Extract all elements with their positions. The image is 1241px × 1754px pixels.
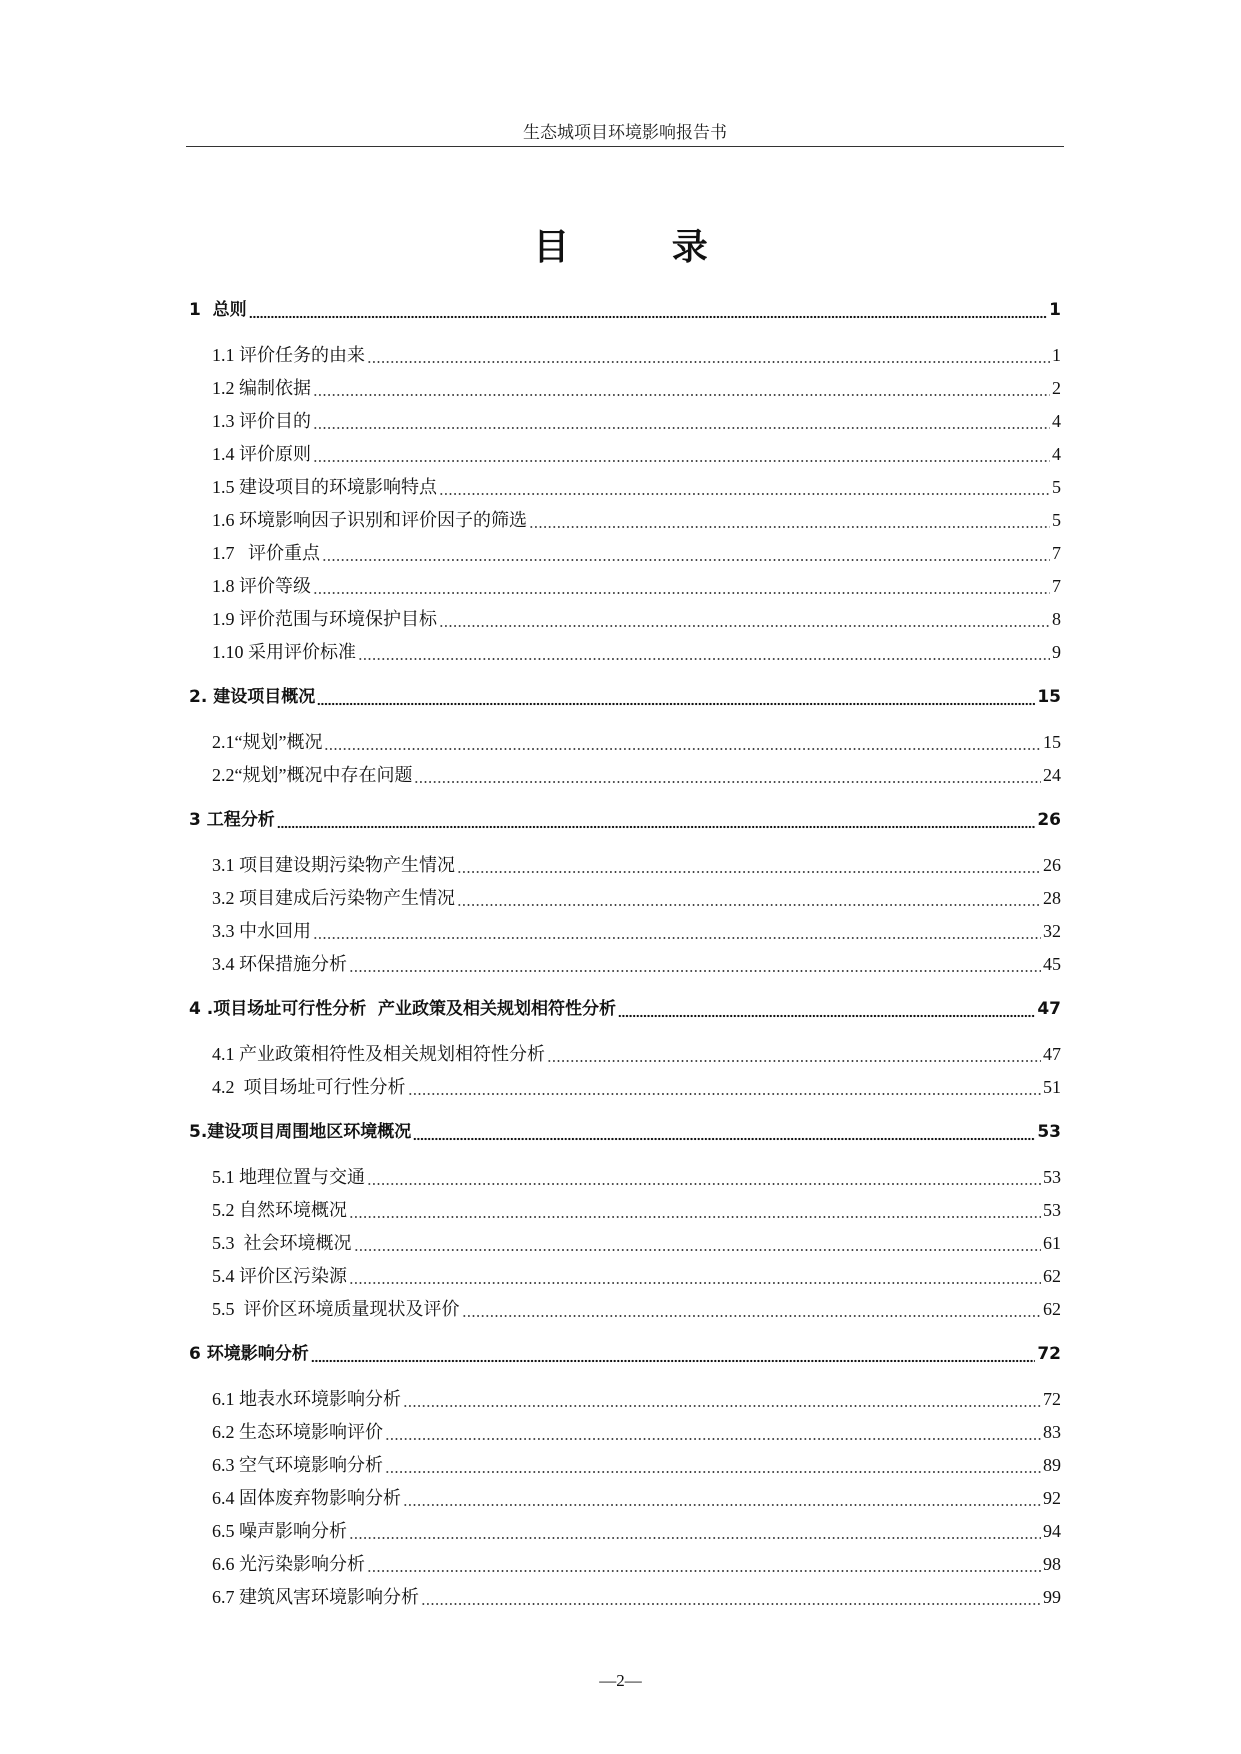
page-number: 2 [1052, 378, 1061, 398]
dot-leader [324, 726, 1041, 759]
toc-entry-title: 3.3 中水回用 [212, 921, 311, 941]
page-number: 15 [1037, 687, 1061, 707]
toc-entry-title: 6.6 光污染影响分析 [212, 1554, 365, 1574]
toc-entry-row [189, 882, 1061, 915]
toc-entry-row [189, 339, 1061, 372]
page-number: 47 [1037, 999, 1061, 1019]
page-number: 5 [1052, 510, 1061, 530]
toc-entry-row [189, 1194, 1061, 1227]
dot-leader [354, 1227, 1042, 1260]
toc-entry-row [189, 948, 1061, 981]
toc-entry-title: 3.1 项目建设期污染物产生情况 [212, 855, 455, 875]
toc-entry-title: 1.6 环境影响因子识别和评价因子的筛选 [212, 510, 527, 530]
toc-entry-row [189, 471, 1061, 504]
page-number: 8 [1052, 609, 1061, 629]
toc-entry-row [189, 372, 1061, 405]
toc-chapter-row [189, 1338, 1061, 1371]
dot-leader [313, 570, 1050, 603]
page-number: 47 [1043, 1044, 1061, 1064]
toc-entry-title: 5.2 自然环境概况 [212, 1200, 347, 1220]
running-header: 生态城项目环境影响报告书 [186, 120, 1064, 147]
dot-leader [322, 537, 1050, 570]
toc-entry-title: 1.9 评价范围与环境保护目标 [212, 609, 437, 629]
dot-leader [457, 882, 1041, 915]
toc-entry-title: 2.1“规划”概况 [212, 732, 323, 752]
toc-entry-row [189, 636, 1061, 669]
dot-leader [413, 1116, 1035, 1149]
toc-chapter-row [189, 993, 1061, 1026]
page-number: 9 [1052, 642, 1061, 662]
dot-leader [367, 1161, 1041, 1194]
toc-entry-row [189, 504, 1061, 537]
dot-leader [317, 681, 1035, 714]
dot-leader [385, 1416, 1041, 1449]
page-number: 5 [1052, 477, 1061, 497]
page-number: 7 [1052, 543, 1061, 563]
dot-leader [457, 849, 1041, 882]
dot-leader [618, 993, 1035, 1026]
toc-entry-title: 6.3 空气环境影响分析 [212, 1455, 383, 1475]
page-number: 72 [1043, 1389, 1061, 1409]
page-number: 99 [1043, 1587, 1061, 1607]
dot-leader [313, 405, 1050, 438]
dot-leader [313, 438, 1050, 471]
toc-entry-title: 6.5 噪声影响分析 [212, 1521, 347, 1541]
toc-entry-title: 6.2 生态环境影响评价 [212, 1422, 383, 1442]
toc-entry-row [189, 438, 1061, 471]
page-number: 24 [1043, 765, 1061, 785]
dot-leader [349, 1515, 1041, 1548]
toc-entry-title: 6.4 固体废弃物影响分析 [212, 1488, 401, 1508]
page-number-footer: —2— [599, 1671, 642, 1690]
toc-chapter-title: 6 环境影响分析 [189, 1344, 309, 1364]
toc-entry-title: 1.7 评价重点 [212, 543, 320, 563]
toc-entry-title: 5.5 评价区环境质量现状及评价 [212, 1299, 460, 1319]
page-number: 89 [1043, 1455, 1061, 1475]
toc-entry-row [189, 405, 1061, 438]
page-number: 4 [1052, 444, 1061, 464]
toc-entry-row [189, 915, 1061, 948]
toc-entry-title: 1.3 评价目的 [212, 411, 311, 431]
toc-entry-title: 2.2“规划”概况中存在问题 [212, 765, 413, 785]
dot-leader [414, 759, 1041, 792]
toc-chapter-row [189, 1116, 1061, 1149]
toc-entry-row [189, 1038, 1061, 1071]
page-number: 45 [1043, 954, 1061, 974]
toc-entry-title: 3.2 项目建成后污染物产生情况 [212, 888, 455, 908]
toc-chapter-title: 1 总则 [189, 300, 247, 320]
page-number: 26 [1037, 810, 1061, 830]
toc-entry-title: 5.3 社会环境概况 [212, 1233, 352, 1253]
page-number: 62 [1043, 1266, 1061, 1286]
toc-chapter-row [189, 294, 1061, 327]
page-number: 32 [1043, 921, 1061, 941]
toc-chapter-row [189, 681, 1061, 714]
toc-entry-row [189, 1293, 1061, 1326]
dot-leader [547, 1038, 1041, 1071]
toc-entry-title: 1.4 评价原则 [212, 444, 311, 464]
toc-entry-title: 4.2 项目场址可行性分析 [212, 1077, 406, 1097]
dot-leader [385, 1449, 1041, 1482]
page-number: 92 [1043, 1488, 1061, 1508]
dot-leader [313, 915, 1041, 948]
dot-leader [421, 1581, 1041, 1614]
dot-leader [311, 1338, 1036, 1371]
dot-leader [462, 1293, 1042, 1326]
toc-entry-row [189, 1581, 1061, 1614]
page-number: 4 [1052, 411, 1061, 431]
dot-leader [439, 603, 1050, 636]
toc-chapter-row [189, 804, 1061, 837]
toc-chapter-title: 2. 建设项目概况 [189, 687, 316, 707]
toc-entry-title: 1.10 采用评价标准 [212, 642, 356, 662]
page-number: 94 [1043, 1521, 1061, 1541]
page-number: 1 [1049, 300, 1061, 320]
toc-entry-title: 1.5 建设项目的环境影响特点 [212, 477, 437, 497]
page-number: 61 [1043, 1233, 1061, 1253]
toc-entry-row [189, 1227, 1061, 1260]
page-number: 72 [1037, 1344, 1061, 1364]
dot-leader [367, 1548, 1041, 1581]
toc-entry-row [189, 1383, 1061, 1416]
toc-entry-title: 5.1 地理位置与交通 [212, 1167, 365, 1187]
toc-entry-title: 1.8 评价等级 [212, 576, 311, 596]
toc-entry-row [189, 1416, 1061, 1449]
toc-entry-row [189, 1161, 1061, 1194]
dot-leader [249, 294, 1047, 327]
dot-leader [358, 636, 1050, 669]
page-number: 26 [1043, 855, 1061, 875]
page-number: 15 [1043, 732, 1061, 752]
page-title: 目 录 [533, 227, 708, 268]
toc-entry-title: 5.4 评价区污染源 [212, 1266, 347, 1286]
dot-leader [277, 804, 1036, 837]
toc-entry-title: 6.7 建筑风害环境影响分析 [212, 1587, 419, 1607]
page-number: 53 [1043, 1200, 1061, 1220]
toc-entry-title: 6.1 地表水环境影响分析 [212, 1389, 401, 1409]
toc-chapter-title: 4 .项目场址可行性分析 产业政策及相关规划相符性分析 [189, 999, 617, 1019]
page-number: 53 [1043, 1167, 1061, 1187]
toc-chapter-title: 5.建设项目周围地区环境概况 [189, 1122, 412, 1142]
page-number: 98 [1043, 1554, 1061, 1574]
page-number: 28 [1043, 888, 1061, 908]
toc-entry-row [189, 1071, 1061, 1104]
toc-entry-title: 3.4 环保措施分析 [212, 954, 347, 974]
toc-entry-row [189, 537, 1061, 570]
dot-leader [529, 504, 1050, 537]
page-number: 83 [1043, 1422, 1061, 1442]
toc-entry-row [189, 1449, 1061, 1482]
page-number: 7 [1052, 576, 1061, 596]
toc-entry-row [189, 759, 1061, 792]
dot-leader [349, 1194, 1041, 1227]
toc-entry-row [189, 1548, 1061, 1581]
toc-entry-row [189, 849, 1061, 882]
dot-leader [439, 471, 1050, 504]
toc-entry-row [189, 1515, 1061, 1548]
dot-leader [367, 339, 1050, 372]
page-number: 51 [1043, 1077, 1061, 1097]
toc-entry-row [189, 1260, 1061, 1293]
page-number: 53 [1037, 1122, 1061, 1142]
page-number: 62 [1043, 1299, 1061, 1319]
toc-entry-title: 1.1 评价任务的由来 [212, 345, 365, 365]
page-number: 1 [1052, 345, 1061, 365]
dot-leader [403, 1482, 1041, 1515]
dot-leader [349, 1260, 1041, 1293]
toc-entry-title: 1.2 编制依据 [212, 378, 311, 398]
toc-entry-title: 4.1 产业政策相符性及相关规划相符性分析 [212, 1044, 545, 1064]
dot-leader [313, 372, 1050, 405]
dot-leader [349, 948, 1041, 981]
toc-entry-row [189, 1482, 1061, 1515]
toc-entry-row [189, 570, 1061, 603]
toc-entry-row [189, 603, 1061, 636]
dot-leader [408, 1071, 1042, 1104]
dot-leader [403, 1383, 1041, 1416]
toc-entry-row [189, 726, 1061, 759]
toc-chapter-title: 3 工程分析 [189, 810, 275, 830]
table-of-contents [189, 282, 1061, 1614]
